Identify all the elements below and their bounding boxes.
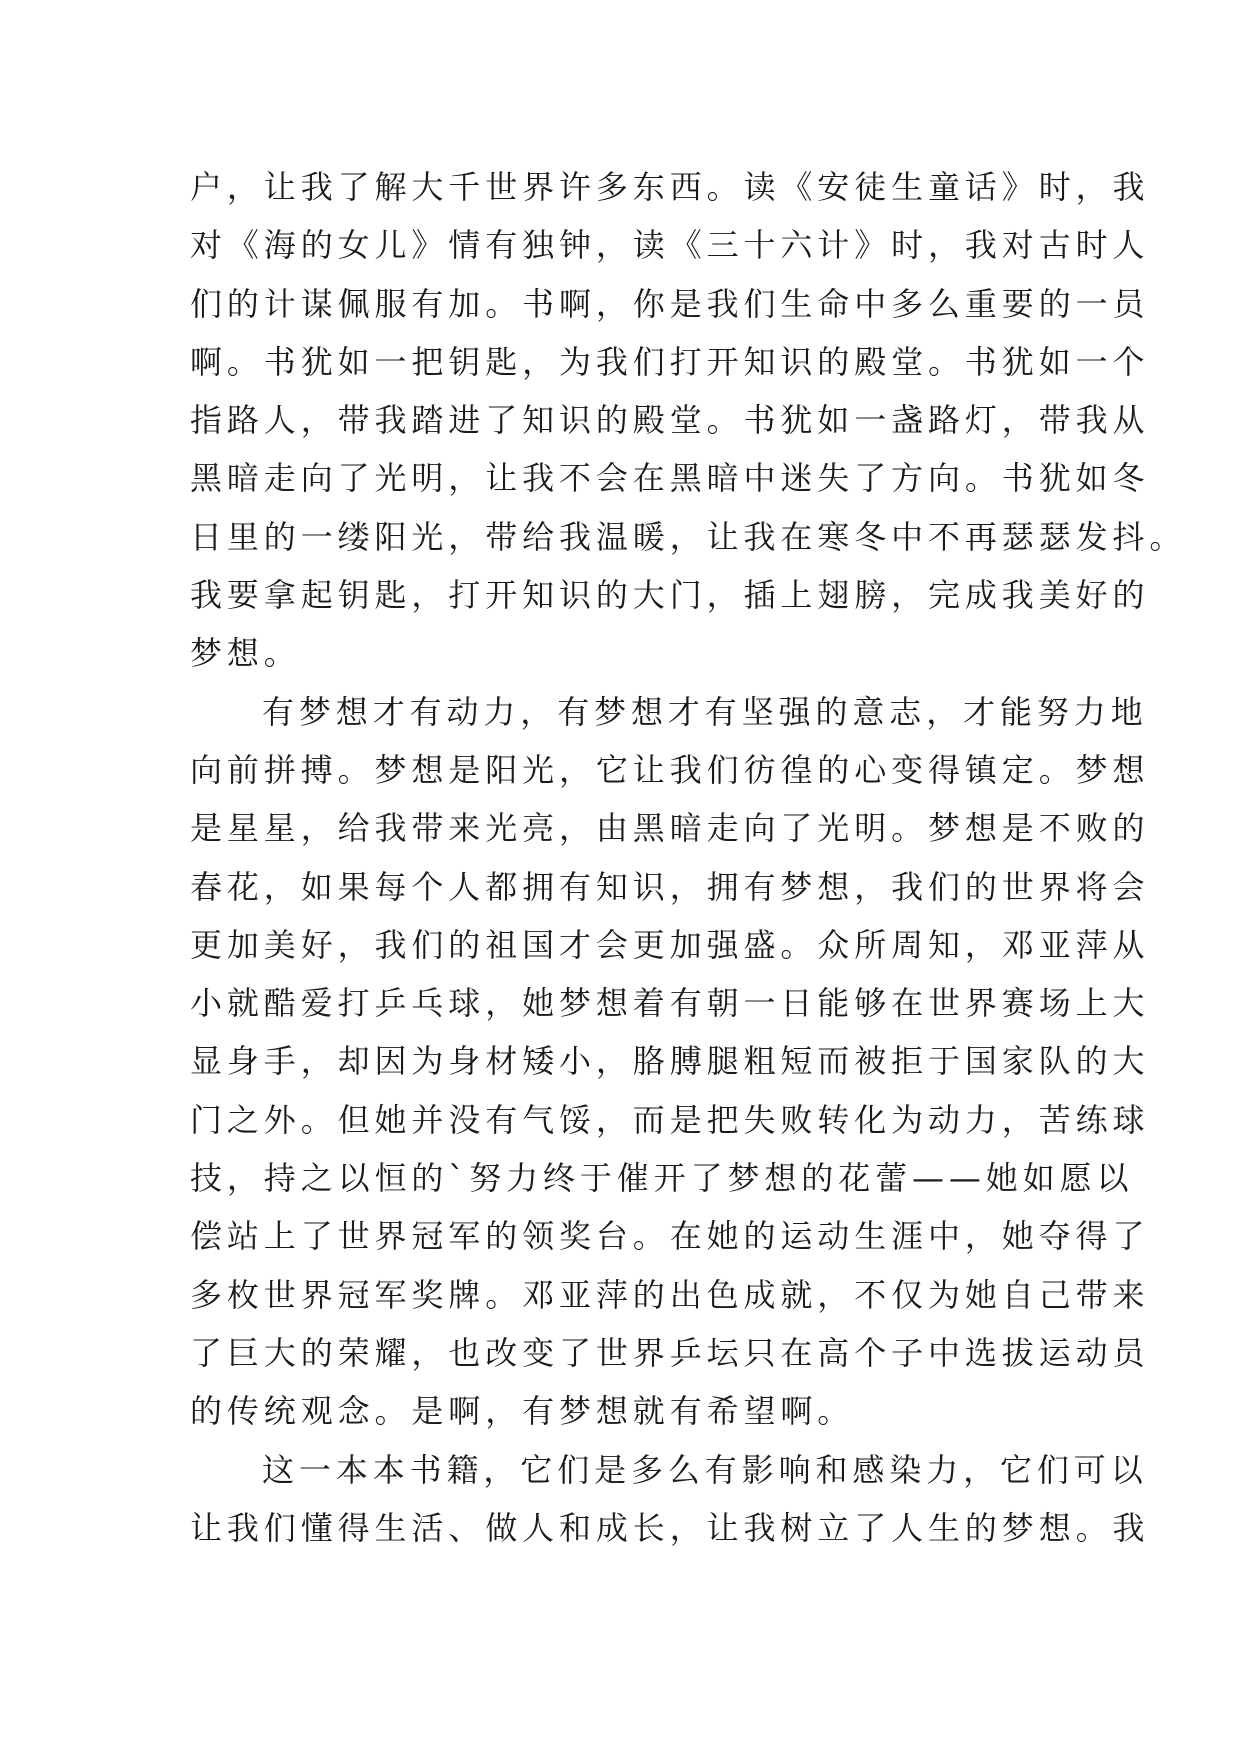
paragraph: [190, 683, 1150, 1441]
text-line: 门之外。但她并没有气馁，而是把失败转化为动力，苦练球: [190, 1100, 1150, 1139]
text-line: 偿站上了世界冠军的领奖台。在她的运动生涯中，她夺得了: [190, 1217, 1150, 1256]
text-line: 小就酷爱打乒乓球，她梦想着有朝一日能够在世界赛场上大: [190, 984, 1150, 1023]
text-line: 这一本本书籍，它们是多么有影响和感染力，它们可以: [262, 1450, 1148, 1489]
text-line: 多枚世界冠军奖牌。邓亚萍的出色成就，不仅为她自己带来: [190, 1275, 1150, 1314]
text-line: 有梦想才有动力，有梦想才有坚强的意志，才能努力地: [262, 692, 1148, 731]
text-line: 的传统观念。是啊，有梦想就有希望啊。: [190, 1392, 855, 1431]
text-line: 我要拿起钥匙，打开知识的大门，插上翅膀，完成我美好的: [190, 576, 1150, 615]
text-line: 梦想。: [190, 634, 301, 673]
text-line: 日里的一缕阳光，带给我温暖，让我在寒冬中不再瑟瑟发抖。: [190, 517, 1187, 556]
text-line: 了巨大的荣耀，也改变了世界乒坛只在高个子中选拔运动员: [190, 1333, 1150, 1372]
paragraph: [190, 1441, 1150, 1558]
text-line: 黑暗走向了光明，让我不会在黑暗中迷失了方向。书犹如冬: [190, 459, 1150, 498]
text-line: 向前拼搏。梦想是阳光，它让我们彷徨的心变得镇定。梦想: [190, 750, 1150, 789]
text-line: 让我们懂得生活、做人和成长，让我树立了人生的梦想。我: [190, 1508, 1150, 1547]
text-line: 户，让我了解大千世界许多东西。读《安徒生童话》时，我: [190, 168, 1150, 206]
text-line: 是星星，给我带来光亮，由黑暗走向了光明。梦想是不败的: [190, 809, 1150, 848]
text-line: 们的计谋佩服有加。书啊，你是我们生命中多么重要的一员: [190, 284, 1150, 323]
text-line: 对《海的女儿》情有独钟，读《三十六计》时，我对古时人: [190, 226, 1150, 265]
text-line: 春花，如果每个人都拥有知识，拥有梦想，我们的世界将会: [190, 867, 1150, 906]
text-line: 啊。书犹如一把钥匙，为我们打开知识的殿堂。书犹如一个: [190, 342, 1150, 381]
body-text: [190, 158, 1187, 1557]
paragraph: [190, 158, 1187, 683]
text-line: 显身手，却因为身材矮小，胳膊腿粗短而被拒于国家队的大: [190, 1042, 1150, 1081]
text-line: 技，持之以恒的`努力终于催开了梦想的花蕾——她如愿以: [190, 1159, 1134, 1198]
text-line: 更加美好，我们的祖国才会更加强盛。众所周知，邓亚萍从: [190, 925, 1150, 964]
text-line: 指路人，带我踏进了知识的殿堂。书犹如一盏路灯，带我从: [190, 401, 1150, 440]
